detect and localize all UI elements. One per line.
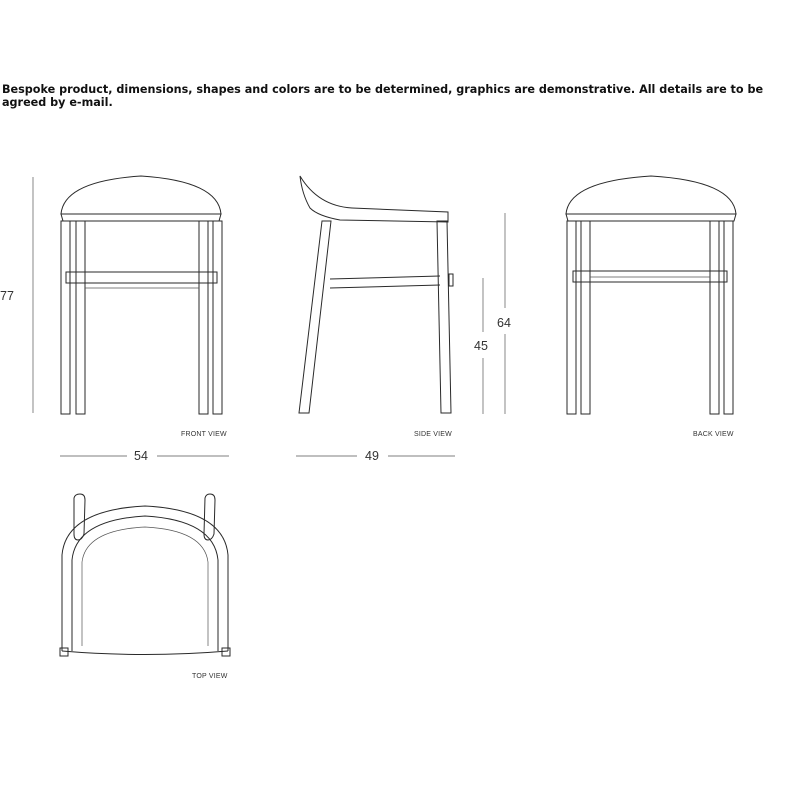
top-view-label: TOP VIEW <box>192 673 228 680</box>
side-view-drawing <box>299 176 453 413</box>
side-view-label: SIDE VIEW <box>414 431 452 438</box>
disclaimer-text: Bespoke product, dimensions, shapes and colors are to be determined, graphics are demonstrative. All details are to be agreed by e-mail. <box>2 83 764 109</box>
depth-dimension-value: 49 <box>365 449 379 463</box>
back-view-label: BACK VIEW <box>693 431 734 438</box>
back-view-drawing <box>566 176 736 414</box>
top-view-drawing <box>60 494 230 656</box>
front-view-label: FRONT VIEW <box>181 431 227 438</box>
seat-height-dimension-value: 45 <box>474 339 488 353</box>
armrest-height-dimension-value: 64 <box>497 316 511 330</box>
width-dimension-value: 54 <box>134 449 148 463</box>
height-dimension-value: 77 <box>0 289 14 303</box>
front-view-drawing <box>61 176 222 414</box>
